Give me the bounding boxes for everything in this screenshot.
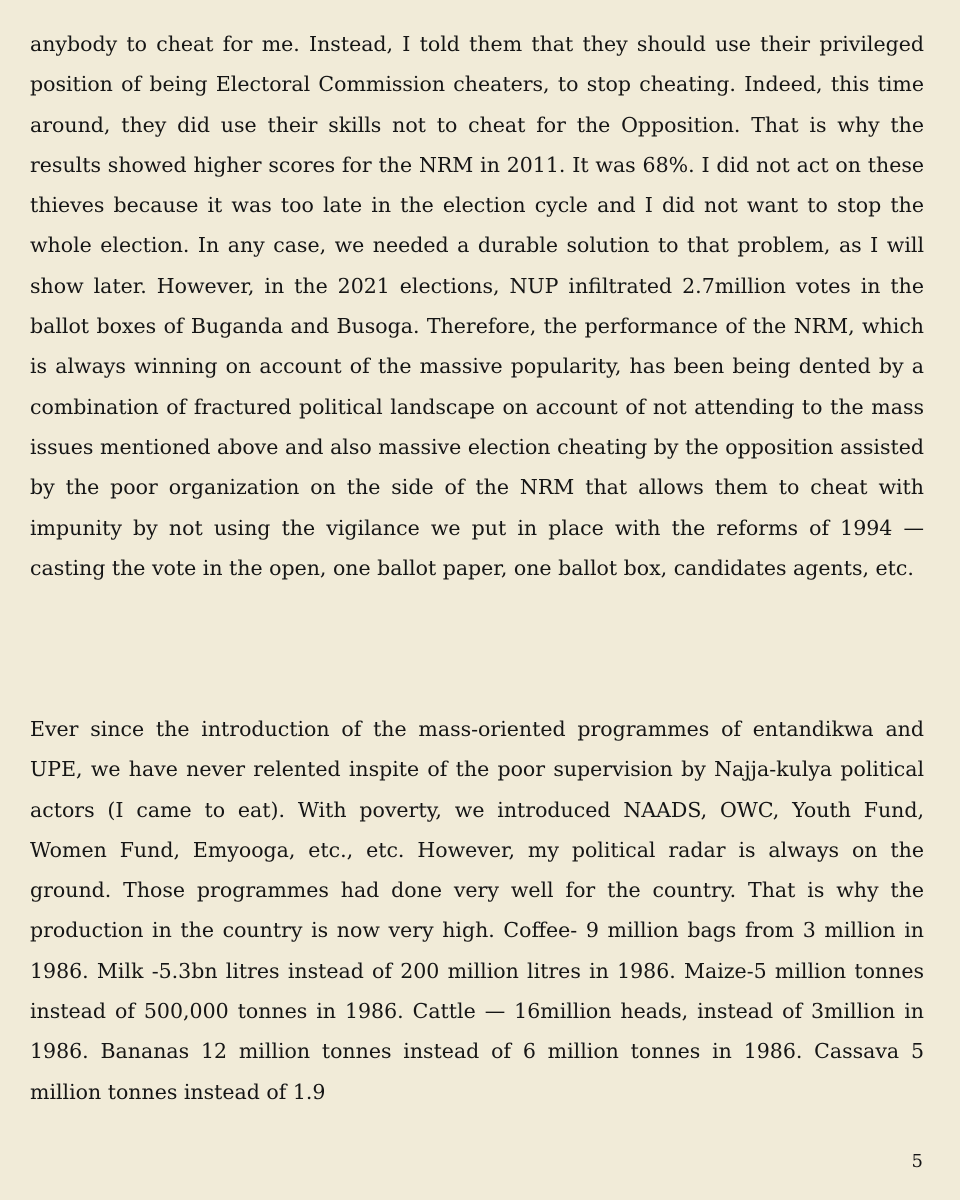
body-paragraph-1: anybody to cheat for me. Instead, I told them that they should use their privileged position of being Electoral Commission cheaters, to stop cheating. Indeed, this time around, they did use their skills not to cheat for the Opposition. That is why the results showed higher scores for the NRM in 2011. It was 68%. I did not act on these thieves because it was too late in the election cycle and I did not want to stop the whole election. In any case, we needed a durable solution to that problem, as I will show later. However, in the 2021 elections, NUP infiltrated 2.7million votes in the ballot boxes of Buganda and Busoga. Therefore, the performance of the NRM, which is always winning on account of the massive popularity, has been being dented by a combination of fractured political landscape on account of not attending to the mass issues mentioned above and also massive election cheating by the opposition assisted by the poor organization on the side of the NRM that allows them to cheat with impunity by not using the vigilance we put in place with the reforms of 1994 — casting the vote in the open, one ballot paper, one ballot box, candidates agents, etc. — [30, 32, 924, 580]
page-number: 5 — [911, 1151, 923, 1172]
body-paragraph-2: Ever since the introduction of the mass-oriented programmes of entandikwa and UPE, we have never relented inspite of the poor supervision by Najja-kulya political actors (I came to eat). With poverty, we introduced NAADS, OWC, Youth Fund, Women Fund, Emyooga, etc., etc. However, my political radar is always on the ground. Those programmes had done very well for the country. That is why the production in the country is now very high. Coffee- 9 million bags from 3 million in 1986. Milk -5.3bn litres instead of 200 million litres in 1986. Maize-5 million tonnes instead of 500,000 tonnes in 1986. Cattle — 16million heads, instead of 3million in 1986. Bananas 12 million tonnes instead of 6 million tonnes in 1986. Cassava 5 million tonnes instead of 1.9 — [30, 717, 924, 1104]
